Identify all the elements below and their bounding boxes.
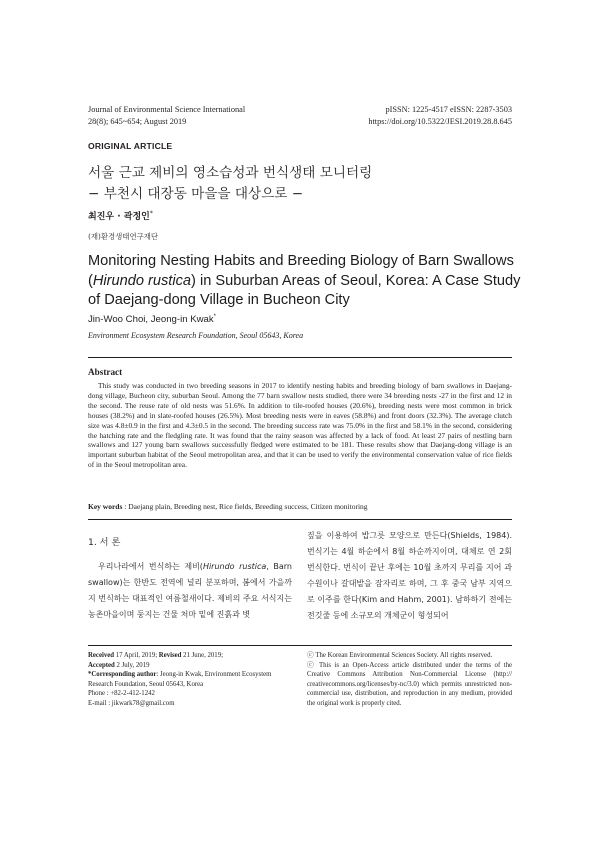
- phone: Phone : +82-2-412-1242: [88, 690, 155, 697]
- accepted-date: 2 July, 2019: [114, 661, 150, 669]
- corresponding-author: [88, 670, 296, 689]
- species-name: Hirundo rustica: [202, 562, 267, 571]
- english-affiliation: Environment Ecosystem Research Foundation, Seoul 05643, Korea: [88, 331, 304, 340]
- divider-top: [88, 357, 512, 358]
- english-title-part1: Monitoring Nesting Habits and Breeding Biology of Barn Swallows (: [88, 253, 514, 289]
- doi-link[interactable]: https://doi.org/10.5322/JESI.2019.28.8.645: [368, 116, 512, 126]
- copyright: ⓒ The Korean Environmental Sciences Society. All rights reserved.: [307, 652, 493, 659]
- korean-author-mark: *: [149, 210, 153, 217]
- intro-paragraph: [88, 559, 292, 623]
- accepted-line: [88, 661, 296, 671]
- korean-title-line2: − 부천시 대장동 마을을 대상으로 −: [88, 186, 304, 202]
- keywords: [88, 502, 368, 511]
- divider-middle: [88, 519, 512, 520]
- journal-citation: [88, 104, 245, 127]
- section-heading: 1. 서 론: [88, 537, 121, 548]
- english-title: [88, 252, 528, 311]
- revised-label: Revised: [158, 652, 182, 659]
- issn-doi: [368, 104, 512, 127]
- revised-date: 21 June, 2019;: [181, 652, 223, 659]
- korean-affiliation: (재)환경생태연구재단: [88, 232, 159, 241]
- keywords-label: Key words: [88, 502, 123, 511]
- korean-title-line1: 서울 근교 제비의 영소습성과 번식생태 모니터링: [88, 165, 373, 181]
- korean-authors: [88, 209, 153, 222]
- body-left-column: [88, 535, 292, 623]
- english-title-part2: ) in Suburban Areas of Seoul, Korea: A Case Study of Daejang-dong Village in Bucheon City: [88, 272, 521, 308]
- open-access-license: ⓒ This is an Open-Access article distributed under the terms of the Creative Commons Attribution Non-Commercial License (http:// creativecommons.org/licenses/by-nc/3.0) which permits unrestricted non-commercial use, distribution, and reproduction in any medium, provided the original work is properly cited.: [307, 661, 512, 707]
- body-right-column: 짚을 이용하여 밥그릇 모양으로 만든다(Shields, 1984). 번식기는 4월 하순에서 8월 하순까지이며, 대체로 연 2회 번식한다. 번식이 끝난 후에는 10월 초까지 무리를 지어 과수원이나 갈대밭을 잠자리로 하며, 그 후 중국 남부 지역으로 이주를 한다(Kim and Hahm, 2001). 남하하기 전에는 전깃줄 등에 소규모의 개체군이 형성되어: [307, 531, 512, 620]
- corresponding-text: : Jeong-in Kwak, Environment Ecosystem Research Foundation, Seoul 05643, Korea: [88, 671, 272, 688]
- corresponding-label: *Corresponding author: [88, 671, 157, 678]
- received-revised: [88, 651, 296, 661]
- english-title-species: Hirundo rustica: [92, 272, 192, 289]
- journal-name: Journal of Environmental Science International: [88, 105, 246, 114]
- received-label: Received: [88, 652, 115, 659]
- article-type: ORIGINAL ARTICLE: [88, 141, 173, 151]
- korean-title: [88, 163, 372, 205]
- abstract-heading: Abstract: [88, 367, 123, 377]
- issn: pISSN: 1225-4517 eISSN: 2287-3503: [385, 105, 512, 114]
- accepted-label: Accepted: [88, 661, 115, 669]
- intro-text-post: , Barn swallow)는 한반도 전역에 널리 분포하며, 봄에서 가을까지 번식하는 대표적인 여름철새이다. 제비의 주요 서식지는 농촌마을이며 둥지는 건물 처마 밑에 진흙과 볏: [88, 562, 292, 619]
- license-notice: [307, 651, 512, 708]
- korean-author-names: 최진우 · 곽정인: [88, 212, 150, 222]
- intro-text-pre: 우리나라에서 번식하는 제비(: [98, 562, 203, 571]
- received-date: 17 April, 2019;: [114, 652, 159, 659]
- english-authors: [88, 314, 216, 325]
- abstract-text: This study was conducted in two breeding seasons in 2017 to identify nesting habits and breeding biology of barn swallows in Daejang-dong village, Bucheon city, suburban Seoul. Among the 77 barn swallow nests studied, there were 34 breeding nests -27 in the first and 12 in the second. The reuse rate of old nests was 51.6%. In addition to tile-roofed houses (20.6%), breeding nests were most common in brick houses (38.2%) and in slate-roofed houses (26.5%). Most breeding nests were in eaves (58.8%) and front doors (32.3%). The average clutch size was 4.8±0.9 in the first and 4.3±0.5 in the second. The breeding success rate was 75.0% in the first and 58.1% in the second, considering the hatching rate and the fledgling rate. It was found that the rainy season was affected by a lack of food. At least 27 pairs of nestling barn swallows and 127 young barn swallows successfully fledged were estimated to be 181. These results show that Daejang-dong village is an important suburban habitat of the Seoul metropolitan area, and that it can be used to verify the environmental conservation value of rice fields of in the Seoul metropolitan area.: [88, 381, 512, 470]
- email[interactable]: E-mail : jikwark78@gmail.com: [88, 699, 175, 707]
- english-author-names: Jin-Woo Choi, Jeong-in Kwak: [88, 314, 214, 326]
- english-author-mark: *: [213, 314, 217, 320]
- divider-footnote: [88, 645, 512, 646]
- article-history: [88, 651, 296, 708]
- journal-volume: 28(8); 645~654; August 2019: [88, 116, 187, 126]
- keywords-text: : Daejang plain, Breeding nest, Rice fields, Breeding success, Citizen monitoring: [122, 502, 368, 511]
